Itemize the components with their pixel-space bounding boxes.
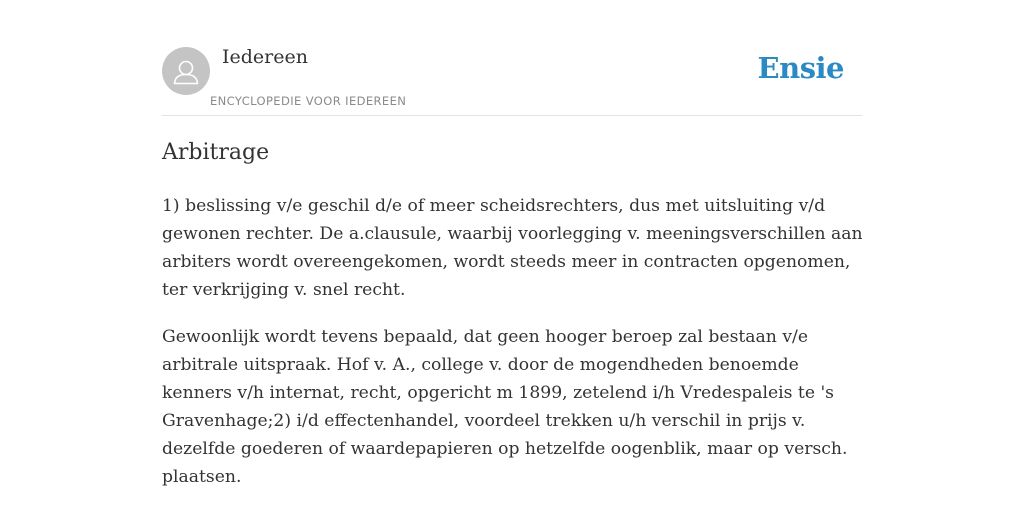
article-paragraph: 1) beslissing v/e geschil d/e of meer scheidsrechters, dus met uitsluiting v/d gewonen rechter. De a.clausule, waarbij voorlegging v. meeningsverschillen aan arbiters wordt overeengekomen, wordt steeds meer in contracten opgenomen, ter verkrijging v. snel recht.: [162, 196, 863, 300]
article-body: [162, 192, 866, 510]
author-name[interactable]: Iedereen: [222, 46, 308, 68]
brand-logo[interactable]: Ensie: [757, 51, 844, 85]
article-paragraph: Gewoonlijk wordt tevens bepaald, dat geen hooger beroep zal bestaan v/e arbitrale uitspraak. Hof v. A., college v. door de mogendheden benoemde kenners v/h internat, recht, opgericht m 1899, zetelend i/h Vredespaleis te 's Gravenhage;2) i/d effectenhandel, voordeel trekken u/h verschil in prijs v. dezelfde goederen of waardepapieren op hetzelfde oogenblik, maar op versch. plaatsen.: [162, 327, 848, 487]
avatar[interactable]: [162, 47, 210, 95]
article-title: Arbitrage: [162, 140, 270, 165]
tagline: ENCYCLOPEDIE VOOR IEDEREEN: [210, 94, 407, 108]
header: [162, 0, 862, 116]
article-page: [162, 0, 863, 487]
user-icon: [162, 47, 210, 95]
